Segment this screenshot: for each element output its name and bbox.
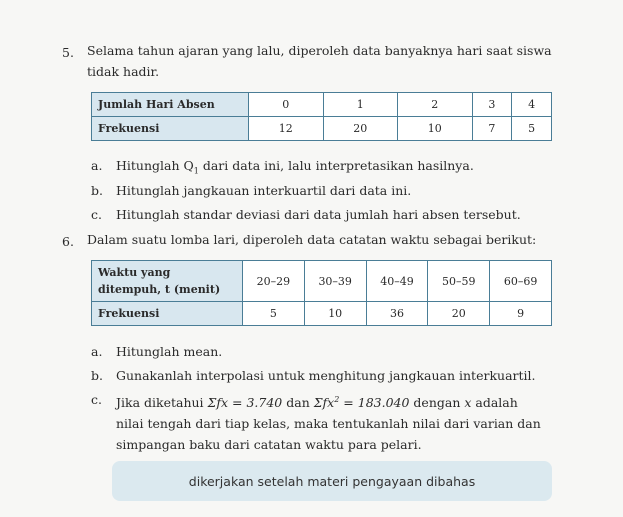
- question-6-text: Dalam suatu lomba lari, diperoleh data catatan waktu sebagai berikut:: [87, 232, 537, 247]
- table-cell: 4: [512, 93, 552, 117]
- table-cell: 30–39: [304, 261, 366, 302]
- question-5c: [91, 204, 571, 225]
- note-box: dikerjakan setelah materi pengayaan dibahas: [112, 461, 552, 501]
- item-text: Hitunglah $Q_1$ dari data ini, lalu interpretasikan hasilnya.: [116, 158, 474, 176]
- table-cell: 3: [472, 93, 512, 117]
- absence-table: [91, 92, 552, 141]
- item-text: Gunakanlah interpolasi untuk menghitung jangkauan interkuartil.: [116, 368, 536, 383]
- table-cell: 12: [249, 117, 324, 141]
- table-cell: 7: [472, 117, 512, 141]
- item-text: Hitunglah jangkauan interkuartil dari data ini.: [116, 183, 412, 198]
- item-label: c.: [91, 207, 102, 222]
- table-cell: 60–69: [490, 261, 552, 302]
- question-5b: [91, 180, 571, 201]
- table-header-days: Jumlah Hari Absen: [92, 93, 249, 117]
- item-label: b.: [91, 368, 103, 383]
- table-header-frequency: Frekuensi: [92, 302, 243, 326]
- item-text: Hitunglah mean.: [116, 344, 223, 359]
- table-cell: 50–59: [428, 261, 490, 302]
- table-cell: 36: [366, 302, 428, 326]
- race-time-table: [91, 260, 552, 326]
- item-text: Hitunglah standar deviasi dari data jumlah hari absen tersebut.: [116, 207, 521, 222]
- table-cell: 2: [398, 93, 473, 117]
- table-cell: 10: [398, 117, 473, 141]
- item-label: c.: [91, 392, 102, 407]
- table-cell: 9: [490, 302, 552, 326]
- question-6c: [91, 389, 571, 455]
- question-5-line-1: Selama tahun ajaran yang lalu, diperoleh data banyaknya hari saat siswa: [87, 43, 552, 58]
- item-label: a.: [91, 158, 103, 173]
- table-cell: 40–49: [366, 261, 428, 302]
- question-5-number: 5.: [62, 45, 74, 60]
- question-6b: [91, 365, 571, 386]
- question-6-number: 6.: [62, 234, 74, 249]
- table-header-time: Waktu yang ditempuh, t (menit): [92, 261, 243, 302]
- question-6a: [91, 341, 571, 362]
- item-text: Jika diketahui Σfx = 3.740 dan Σfx$^2$ = 183.040 dengan x adalah nilai tengah dari tiap kelas, maka tentukanlah nilai dari varian dan simpangan baku dari catatan waktu para pelari.: [116, 395, 541, 453]
- table-cell: 20: [428, 302, 490, 326]
- item-label: a.: [91, 344, 103, 359]
- question-5-text: [87, 40, 552, 82]
- table-cell: 5: [512, 117, 552, 141]
- item-label: b.: [91, 183, 103, 198]
- table-header-frequency: Frekuensi: [92, 117, 249, 141]
- table-cell: 20–29: [243, 261, 305, 302]
- table-cell: 0: [249, 93, 324, 117]
- table-cell: 10: [304, 302, 366, 326]
- table-cell: 5: [243, 302, 305, 326]
- table-cell: 20: [323, 117, 398, 141]
- question-5-line-2: tidak hadir.: [87, 64, 160, 79]
- question-5a: [91, 155, 571, 176]
- table-cell: 1: [323, 93, 398, 117]
